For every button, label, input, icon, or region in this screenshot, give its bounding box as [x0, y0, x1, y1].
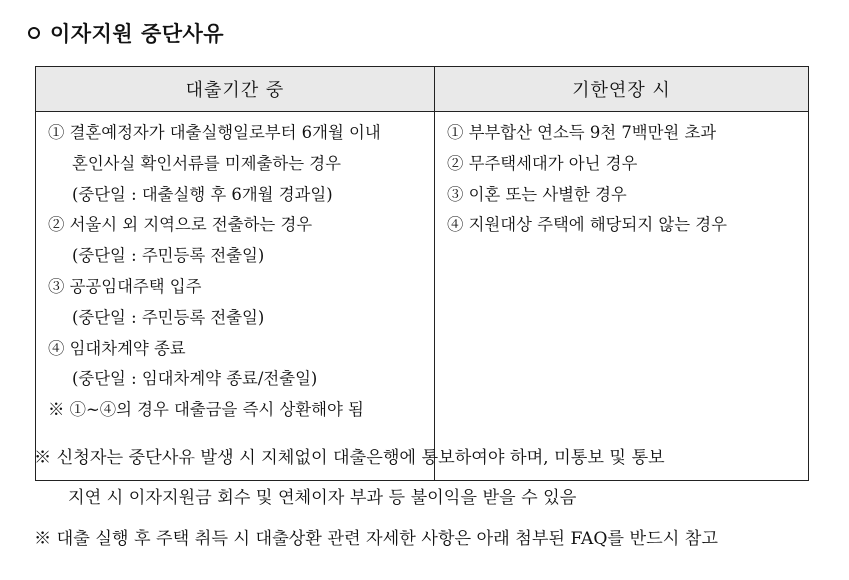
- left-line-8: ④ 임대차계약 종료: [48, 338, 186, 358]
- left-line-9: (중단일 : 임대차계약 종료/전출일): [72, 369, 318, 389]
- right-line-1: ① 부부합산 연소득 9천 7백만원 초과: [447, 123, 717, 142]
- note-2: ※ 대출 실행 후 주택 취득 시 대출상환 관련 자세한 사항은 아래 첨부된 FAQ를 반드시 참고: [34, 529, 718, 549]
- left-line-5: (중단일 : 주민등록 전출일): [72, 246, 265, 266]
- header-during-loan: 대출기간 중: [36, 67, 435, 112]
- left-line-3: (중단일 : 대출실행 후 6개월 경과일): [72, 184, 333, 204]
- suspension-reasons-table: [35, 66, 809, 481]
- note-1-line-1: ※ 신청자는 중단사유 발생 시 지체없이 대출은행에 통보하여야 하며, 미통보 및 통보: [34, 448, 665, 468]
- circle-bullet-icon: [28, 27, 40, 39]
- right-line-4: ④ 지원대상 주택에 해당되지 않는 경우: [447, 215, 727, 235]
- section-heading: [28, 18, 224, 48]
- right-line-2: ② 무주택세대가 아닌 경우: [447, 153, 638, 173]
- right-cell: [435, 112, 809, 481]
- header-extension: 기한연장 시: [435, 67, 809, 112]
- left-line-2: 혼인사실 확인서류를 미제출하는 경우: [72, 153, 341, 173]
- table-header-row: [36, 67, 809, 112]
- left-line-10: ※ ①~④의 경우 대출금을 즉시 상환해야 됨: [48, 400, 364, 420]
- left-line-1: ① 결혼예정자가 대출실행일로부터 6개월 이내: [48, 123, 381, 142]
- right-line-3: ③ 이혼 또는 사별한 경우: [447, 184, 627, 204]
- left-line-6: ③ 공공임대주택 입주: [48, 276, 202, 296]
- table-row: [36, 112, 809, 481]
- left-line-7: (중단일 : 주민등록 전출일): [72, 307, 265, 327]
- note-1-line-2: 지연 시 이자지원금 회수 및 연체이자 부과 등 불이익을 받을 수 있음: [68, 488, 577, 508]
- left-line-4: ② 서울시 외 지역으로 전출하는 경우: [48, 215, 313, 235]
- left-cell: [36, 112, 435, 481]
- heading-title: 이자지원 중단사유: [50, 22, 225, 46]
